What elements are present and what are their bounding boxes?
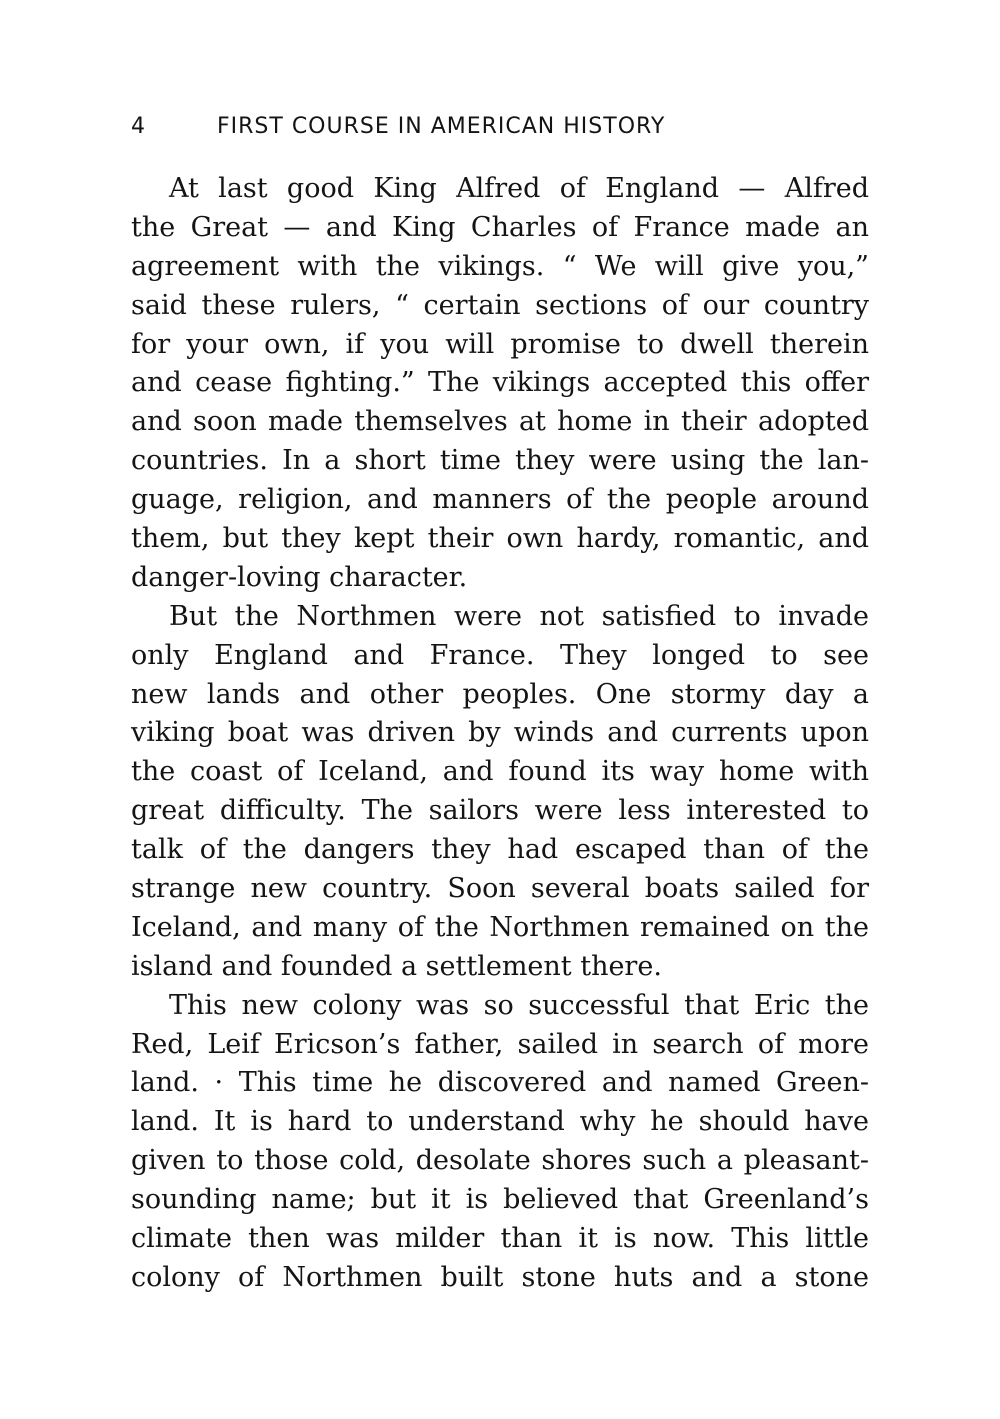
text-line: This new colony was so successful that Eric the — [169, 989, 869, 1021]
text-line: island and founded a settlement there. — [131, 950, 662, 982]
page-number: 4 — [131, 114, 146, 139]
text-line: land. · This time he discovered and named Green- — [131, 1067, 869, 1099]
running-head — [131, 110, 871, 144]
text-line: and cease fighting.” The vikings accepted this offer — [131, 367, 869, 399]
text-line: great difficulty. The sailors were less interested to — [131, 795, 869, 827]
text-line: the coast of Iceland, and found its way home with — [131, 756, 869, 788]
text-line: guage, religion, and manners of the people around — [131, 484, 869, 516]
text-line: the Great — and King Charles of France made an — [131, 211, 869, 243]
text-line: countries. In a short time they were using the lan- — [131, 445, 869, 477]
running-head-title: FIRST COURSE IN AMERICAN HISTORY — [217, 114, 666, 139]
text-line: climate then was milder than it is now. This little — [131, 1223, 869, 1255]
text-line: At last good King Alfred of England — Alfred — [169, 173, 869, 204]
text-line: But the Northmen were not satisfied to invade — [169, 600, 869, 632]
paragraph-iceland-discovery — [131, 598, 869, 987]
text-line: said these rulers, “ certain sections of our country — [131, 289, 869, 321]
text-line: agreement with the vikings. “ We will give you,” — [131, 250, 869, 282]
text-line: danger-loving character. — [131, 561, 468, 593]
text-line: given to those cold, desolate shores such a pleasant- — [131, 1145, 869, 1177]
paragraph-alfred-agreement — [131, 170, 869, 598]
text-line: for your own, if you will promise to dwell therein — [131, 328, 869, 360]
text-line: and soon made themselves at home in their adopted — [131, 406, 869, 438]
text-line: strange new country. Soon several boats sailed for — [131, 873, 869, 905]
text-line: Red, Leif Ericson’s father, sailed in search of more — [131, 1028, 869, 1060]
text-line: viking boat was driven by winds and currents upon — [131, 717, 869, 749]
body-text — [131, 170, 869, 1298]
text-line: only England and France. They longed to see — [131, 639, 869, 671]
text-line: land. It is hard to understand why he should have — [131, 1106, 869, 1138]
text-line: colony of Northmen built stone huts and a stone — [131, 1261, 869, 1293]
text-line: Iceland, and many of the Northmen remained on the — [131, 911, 869, 943]
text-line: them, but they kept their own hardy, romantic, and — [131, 523, 869, 555]
text-line: talk of the dangers they had escaped than of the — [131, 834, 869, 866]
text-line: sounding name; but it is believed that Greenland’s — [131, 1184, 869, 1216]
text-line: new lands and other peoples. One stormy day a — [131, 678, 869, 710]
paragraph-greenland — [131, 987, 869, 1298]
